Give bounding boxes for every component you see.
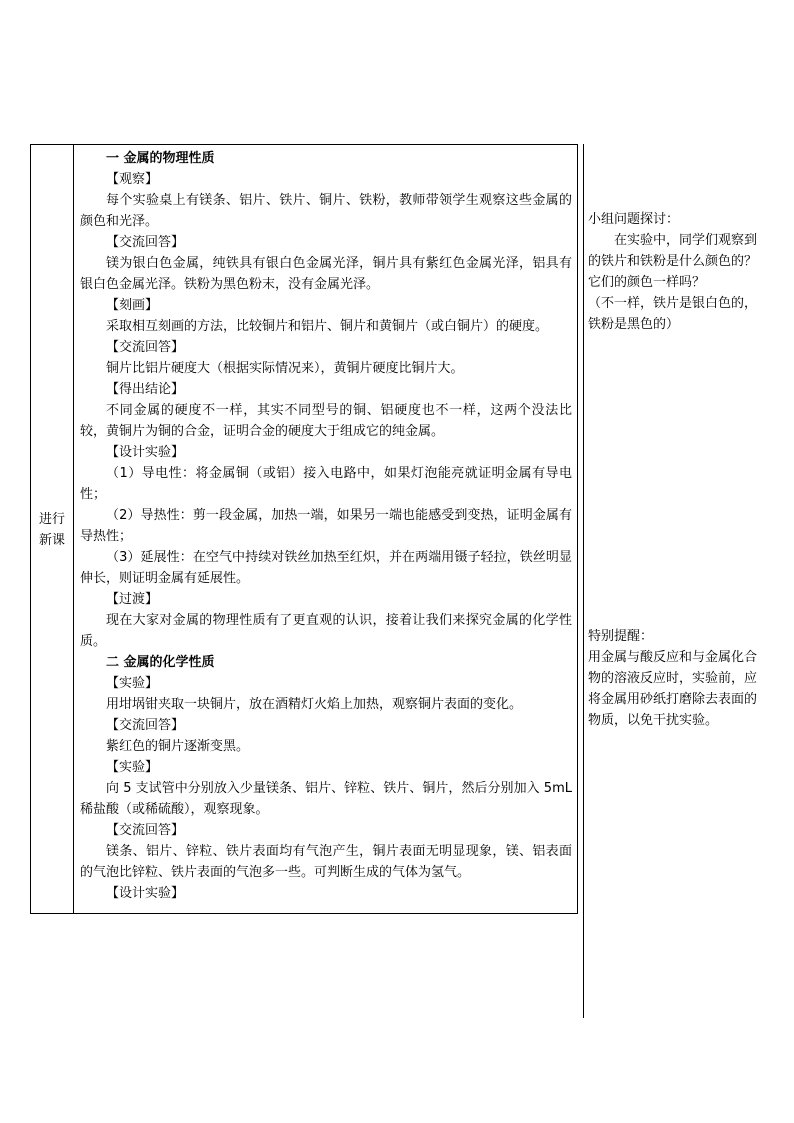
answer3-tag: 【交流回答】 xyxy=(106,718,185,733)
group-discussion-note xyxy=(588,209,760,335)
special-reminder-text: 用金属与酸反应和与金属化合物的溶液反应时，实验前，应将金属用砂纸打磨除去表面的物质，以免干扰实验。 xyxy=(588,650,758,728)
answer1-tag: 【交流回答】 xyxy=(106,235,185,250)
design2-tag: 【设计实验】 xyxy=(106,886,185,901)
observe-tag: 【观察】 xyxy=(106,172,159,187)
lesson-stage-line2: 新课 xyxy=(38,533,65,548)
group-discussion-answer: （不一样，铁片是银白色的，铁粉是黑色的） xyxy=(588,296,758,332)
group-discussion-title: 小组问题探讨： xyxy=(588,212,680,227)
answer4-tag: 【交流回答】 xyxy=(106,823,185,838)
lesson-stage-line1: 进行 xyxy=(38,512,65,527)
scratch-tag: 【刻画】 xyxy=(106,298,159,313)
design1-tag: 【设计实验】 xyxy=(106,445,185,460)
special-reminder-note xyxy=(588,626,760,731)
special-reminder-title: 特别提醒： xyxy=(588,629,654,644)
transition-tag: 【过渡】 xyxy=(106,592,159,607)
experiment2-text: 向 5 支试管中分别放入少量镁条、铝片、锌粒、铁片、铜片，然后分别加入 5mL 稀盐酸（或稀硫酸），观察现象。 xyxy=(80,781,572,817)
answer1-text: 镁为银白色金属，纯铁具有银白色金属光泽，铜片具有紫红色金属光泽，铝具有银白色金属光泽。铁粉为黑色粉末，没有金属光泽。 xyxy=(80,256,572,292)
design1-item2: （2）导热性：剪一段金属，加热一端，如果另一端也能感受到变热，证明金属有导热性； xyxy=(80,508,572,544)
section1-title: 一 金属的物理性质 xyxy=(106,151,215,166)
design1-item1: （1）导电性：将金属铜（或铝）接入电路中，如果灯泡能亮就证明金属有导电性； xyxy=(80,466,572,502)
conclusion-tag: 【得出结论】 xyxy=(106,382,185,397)
transition-text: 现在大家对金属的物理性质有了更直观的认识，接着让我们来探究金属的化学性质。 xyxy=(80,613,572,649)
answer2-text: 铜片比铝片硬度大（根据实际情况来），黄铜片硬度比铜片大。 xyxy=(106,361,464,376)
experiment2-tag: 【实验】 xyxy=(106,760,159,775)
experiment1-text: 用坩埚钳夹取一块铜片，放在酒精灯火焰上加热，观察铜片表面的变化。 xyxy=(106,697,523,712)
scratch-text: 采取相互刻画的方法，比较铜片和铝片、铜片和黄铜片（或白铜片）的硬度。 xyxy=(106,319,549,334)
lesson-stage-label xyxy=(31,509,73,551)
group-discussion-question: 在实验中，同学们观察到的铁片和铁粉是什么颜色的？它们的颜色一样吗？ xyxy=(588,233,758,290)
section2-title: 二 金属的化学性质 xyxy=(106,655,215,670)
lesson-content xyxy=(80,148,572,904)
column-divider xyxy=(73,145,74,913)
design1-item3: （3）延展性：在空气中持续对铁丝加热至红炽，并在两端用镊子轻拉，铁丝明显伸长，则证明金属有延展性。 xyxy=(80,550,572,586)
answer4-text: 镁条、铝片、锌粒、铁片表面均有气泡产生，铜片表面无明显现象，镁、铝表面的气泡比锌粒、铁片表面的气泡多一些。可判断生成的气体为氢气。 xyxy=(80,844,572,880)
experiment1-tag: 【实验】 xyxy=(106,676,159,691)
observe-text: 每个实验桌上有镁条、铝片、铁片、铜片、铁粉，教师带领学生观察这些金属的颜色和光泽。 xyxy=(80,193,572,229)
conclusion-text: 不同金属的硬度不一样，其实不同型号的铜、铝硬度也不一样，这两个没法比较，黄铜片为铜的合金，证明合金的硬度大于组成它的纯金属。 xyxy=(80,403,572,439)
answer2-tag: 【交流回答】 xyxy=(106,340,185,355)
margin-divider xyxy=(583,144,584,1018)
answer3-text: 紫红色的铜片逐渐变黑。 xyxy=(106,739,250,754)
